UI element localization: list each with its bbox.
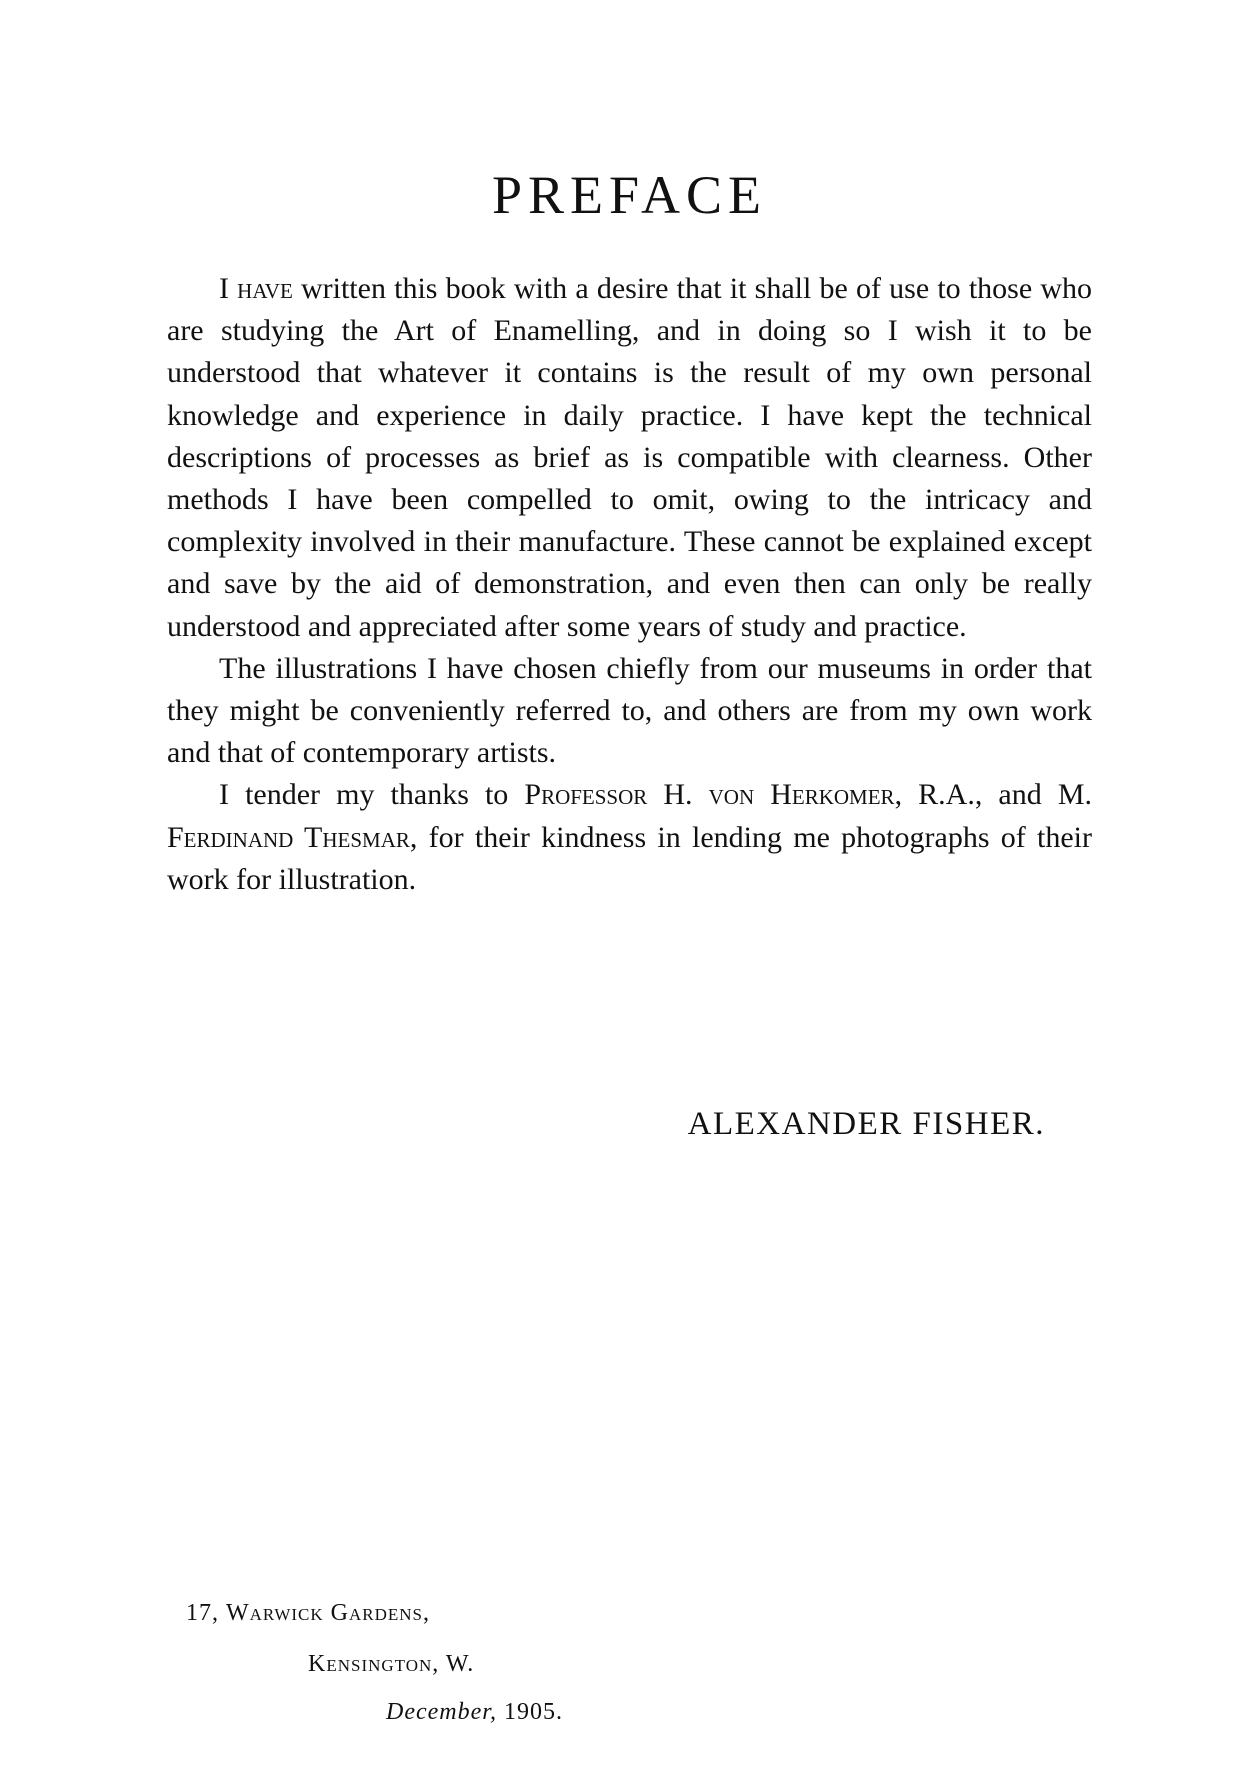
paragraph-3 bbox=[167, 774, 1092, 901]
address-line-1 bbox=[186, 1601, 430, 1625]
paragraph-3-text-b: , R.A., and M. bbox=[894, 778, 1092, 812]
paragraph-3-name-1: Professor H. von Herkomer bbox=[524, 778, 895, 812]
page-title: PREFACE bbox=[491, 165, 768, 225]
paragraph-3-text-c: , for their kindness in lending me photographs of their work for illustration. bbox=[167, 820, 1092, 896]
paragraph-3-name-2: Ferdinand Thesmar bbox=[167, 820, 410, 854]
paragraph-1-lead-caps: I have bbox=[219, 272, 293, 305]
address-street: Warwick Gardens, bbox=[226, 1600, 430, 1626]
paragraph-3-text-a: I tender my thanks to bbox=[219, 778, 525, 812]
author-signature: ALEXANDER FISHER. bbox=[687, 1106, 1045, 1142]
address-date bbox=[386, 1700, 563, 1724]
date-month: December, bbox=[386, 1699, 497, 1725]
preface-body bbox=[167, 268, 1092, 901]
address-line-2: Kensington, W. bbox=[308, 1651, 475, 1677]
paragraph-1 bbox=[167, 268, 1092, 648]
paragraph-2: The illustrations I have chosen chiefly from our museums in order that they might be conveniently referred to, and others are from my own work and that of contemporary artists. bbox=[167, 651, 1092, 770]
paragraph-1-text: written this book with a desire that it shall be of use to those who are studying the Art of Enamelling, and in doing so I wish it to be understood that whatever it contains is the result of my own personal knowledge and experience in daily practice. I have kept the technical descriptions of processes as brief as is compatible with clearness. Other methods I have been compelled to omit, owing to the intricacy and complexity involved in their manufacture. These cannot be explained except and save by the aid of demonstration, and even then can only be really understood and appreciated after some years of study and practice. bbox=[167, 272, 1093, 643]
address-number: 17, bbox=[186, 1600, 226, 1626]
date-year: 1905. bbox=[496, 1699, 563, 1725]
